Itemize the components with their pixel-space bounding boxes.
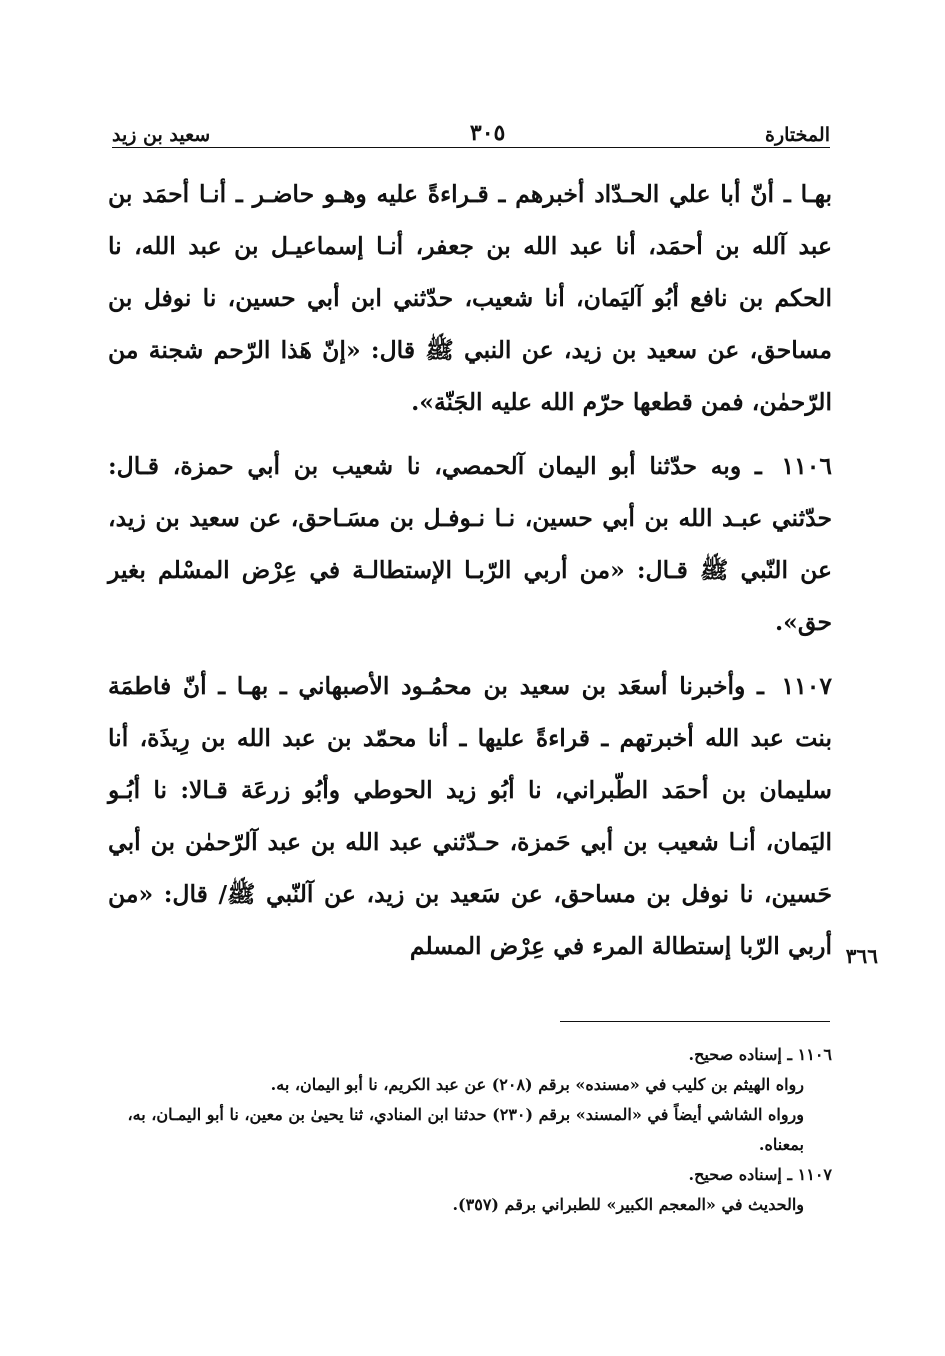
- hadith-text: ـ وبه حدّثنا أبو اليمان آلحمصي، نا شعيب بن أبي حمزة، قـال: حدّثني عبـد الله بن أبي حسين، نـا نـوفـل بن مسَـاحق، عن سعيد بن زيد، عن النّبي ﷺ قـال: «من أربي الرّبـا الإستطالـة في عِرْض المسْلم بغير حق».: [108, 452, 832, 636]
- footnote-1106-line: رواه الهيثم بن كليب في «مسنده» برقم (٢٠٨) عن عبد الكريم، نا أبو اليمان، به.: [270, 1075, 804, 1094]
- page-number: ٣٠٥: [469, 120, 506, 146]
- footnote-1107-label: ١١٠٧ ـ إسناده صحيح.: [688, 1165, 832, 1184]
- footnote-1106-label: ١١٠٦ ـ إسناده صحيح.: [688, 1045, 832, 1064]
- hadith-1106: [108, 440, 832, 648]
- section-title: سعيد بن زيد: [112, 124, 211, 146]
- footnotes: [110, 1040, 832, 1220]
- header-divider: [112, 147, 830, 148]
- footnote-1106-line: ورواه الشاشي أيضاً في «المسند» برقم (٢٣٠) حدثنا ابن المنادي، ثنا يحيىٰ بن معين، نا أبو اليمـان، به، بمعناه.: [127, 1105, 804, 1154]
- hadith-number: ١١٠٦: [781, 452, 833, 480]
- running-header: [112, 108, 830, 146]
- book-title: المختارة: [765, 124, 830, 146]
- footnote-divider: [560, 1021, 830, 1022]
- footnote-1107-line: والحديث في «المعجم الكبير» للطبراني برقم (٣٥٧).: [452, 1195, 804, 1214]
- paragraph-continued: بهـا ـ أنّ أبا علي الحـدّاد أخبرهم ـ قـراءةً عليه وهـو حاضـر ـ أنـا أحمَد بن عبد آلله بن أحمَد، أنا عبد الله بن جعفر، أنـا إسماعيـل بن عبد الله، نا الحكم بن نافع أبُو آليَمان، أنا شعيب، حدّثني ابن أبي حسين، نا نوفل بن مساحق، عن سعيد بن زيد، عن النبي ﷺ قال: «إنّ هَذا الرّحم شجنة من الرّحمٰن، فمن قطعها حرّم الله عليه الجَنّة».: [108, 180, 832, 416]
- hadith-1107: [108, 660, 832, 972]
- hadith-text: ـ وأخبرنا أسعَد بن سعيد بن محمُـود الأصبهاني ـ بهـا ـ أنّ فاطمَة بنت عبد الله أخبرتهم ـ قراءةً عليها ـ أنا محمّد بن عبد الله بن رِيذَة، أنا سليمان بن أحمَد الطّبراني، نا أبُو زيد الحوطي وأبُو زرعَة قـالا: نا أبُـو اليَمان، أنـا شعيب بن أبي حَمزة، حـدّثني عبد الله بن عبد آلرّحمٰن بن أبي حَسين، نا نوفل بن مساحق، عن سَعيد بن زيد، عن آلنّبي ﷺ/ قال: «من أربي الرّبا إستطالة المرء في عِرْض المسلم: [108, 672, 832, 960]
- hadith-number: ١١٠٧: [781, 672, 832, 700]
- main-text: [108, 168, 832, 984]
- margin-page-reference: ٣٦٦: [845, 944, 878, 968]
